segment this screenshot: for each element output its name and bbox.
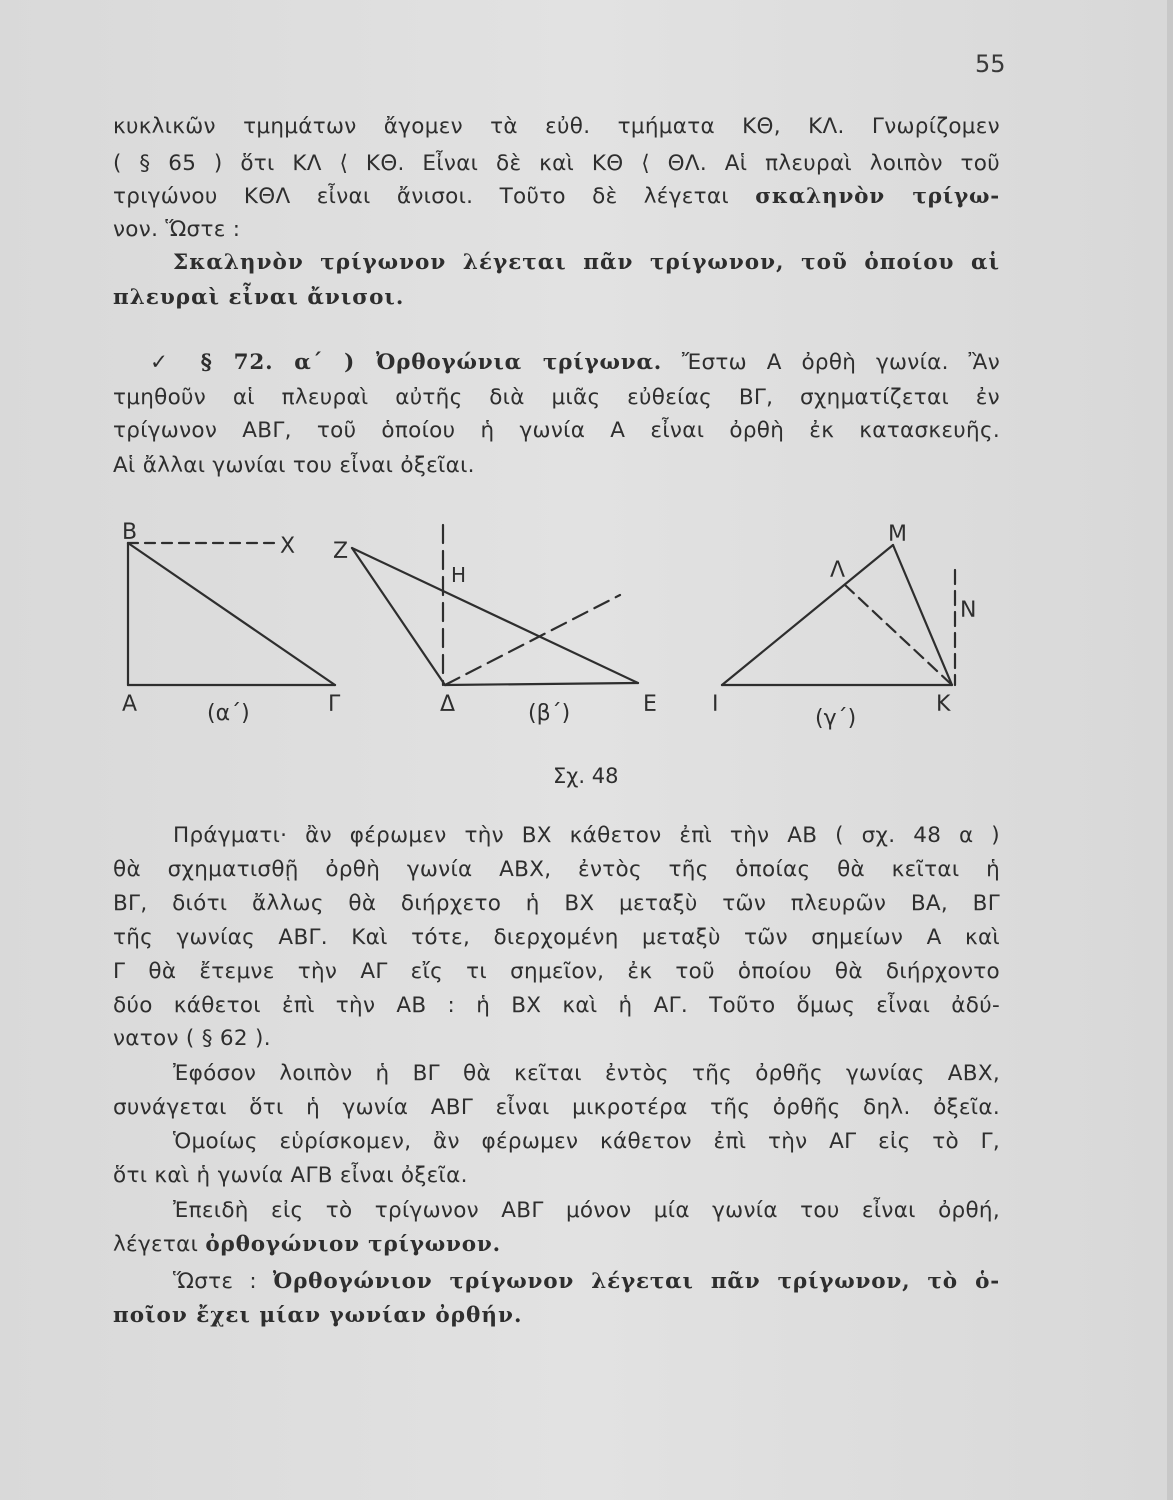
text-line (113, 1229, 1000, 1261)
text-line: θὰ σχηματισθῇ ὀρθὴ γωνία ΑΒΧ, ἐντὸς τῆς ὁποίας θὰ κεῖται ἡ (113, 857, 1000, 882)
definition-line: ποῖον ἔχει μίαν γωνίαν ὀρθήν. (113, 1303, 523, 1328)
section-heading: § 72. α΄ ) Ὀρθογώνια τρίγωνα. (200, 350, 663, 375)
text-line: Ἐπειδὴ εἰς τὸ τρίγωνον ΑΒΓ μόνον μία γωνία του εἶναι ὀρθή, (173, 1198, 1000, 1223)
label-B: Β (122, 520, 138, 545)
label-G: Γ (328, 692, 341, 717)
label-fig-b: (β΄) (528, 701, 571, 726)
label-fig-c: (γ΄) (815, 706, 857, 731)
term-right-triangle: ὀρθογώνιον τρίγωνον. (205, 1232, 501, 1257)
text-span: λέγεται (113, 1232, 199, 1257)
text-span: Ὥστε : (165, 217, 241, 242)
label-L: Λ (830, 558, 846, 583)
text-line: κυκλικῶν τμημάτων ἄγομεν τὰ εὐθ. τμήματα ΚΘ, ΚΛ. Γνωρίζομεν (113, 114, 1000, 139)
definition-line: πλευραὶ εἶναι ἄνισοι. (113, 285, 405, 310)
check-mark-icon: ✓ (150, 350, 181, 375)
triangle-b (352, 525, 638, 685)
definition-text: Ὀρθογώνιον τρίγωνον λέγεται πᾶν τρίγωνον, τὸ ὁ- (272, 1269, 1000, 1294)
definition-line: Σκαληνὸν τρίγωνον λέγεται πᾶν τρίγωνον, τοῦ ὁποίου αἱ (173, 250, 1000, 275)
text-span: Ὥστε : (173, 1269, 257, 1294)
text-line: συνάγεται ὅτι ἡ γωνία ΑΒΓ εἶναι μικροτέρα τῆς ὀρθῆς δηλ. ὀξεῖα. (113, 1095, 1000, 1120)
label-Z: Ζ (333, 539, 349, 564)
text-line: νατον ( § 62 ). (113, 1026, 271, 1051)
label-D: Δ (440, 692, 456, 717)
label-M: Μ (888, 522, 907, 547)
text-line: τῆς γωνίας ΑΒΓ. Καὶ τότε, διερχομένη μεταξὺ τῶν σημείων Α καὶ (113, 925, 1000, 950)
text-line (113, 214, 1000, 246)
definition-line (173, 1266, 1000, 1298)
text-line: τμηθοῦν αἱ πλευραὶ αὐτῆς διὰ μιᾶς εὐθείας ΒΓ, σχηματίζεται ἐν (113, 385, 1000, 410)
text-span: νον. (113, 217, 159, 242)
text-line: ΒΓ, διότι ἄλλως θὰ διήρχετο ἡ ΒΧ μεταξὺ τῶν πλευρῶν ΒΑ, ΒΓ (113, 891, 1000, 916)
text-span: τριγώνου ΚΘΛ εἶναι ἄνισοι. Τοῦτο δὲ λέγεται (113, 184, 729, 209)
label-E: Ε (643, 692, 657, 717)
label-N: Ν (960, 598, 977, 623)
text-line: τρίγωνον ΑΒΓ, τοῦ ὁποίου ἡ γωνία Α εἶναι ὀρθὴ ἐκ κατασκευῆς. (113, 418, 1000, 443)
text-line: Πράγματι· ἂν φέρωμεν τὴν ΒΧ κάθετον ἐπὶ τὴν ΑΒ ( σχ. 48 α ) (173, 823, 1000, 848)
label-A: Α (122, 692, 138, 717)
text-line: ὅτι καὶ ἡ γωνία ΑΓΒ εἶναι ὀξεῖα. (113, 1163, 468, 1188)
label-X: Χ (280, 534, 296, 559)
figure-caption: Σχ. 48 (553, 764, 619, 788)
text-line: Γ θὰ ἔτεμνε τὴν ΑΓ εἴς τι σημεῖον, ἐκ τοῦ ὁποίου θὰ διήρχοντο (113, 959, 1000, 984)
text-line: Ὁμοίως εὑρίσκομεν, ἂν φέρωμεν κάθετον ἐπὶ τὴν ΑΓ εἰς τὸ Γ, (173, 1129, 1000, 1154)
term-scalene: σκαληνὸν τρίγω- (755, 184, 1000, 209)
text-line: Ἐφόσον λοιπὸν ἡ ΒΓ θὰ κεῖται ἐντὸς τῆς ὀρθῆς γωνίας ΑΒΧ, (173, 1061, 1000, 1086)
text-line (113, 181, 1000, 213)
section-heading-line (150, 347, 1000, 379)
text-span: Ἔστω Α ὀρθὴ γωνία. Ἂν (681, 350, 1000, 375)
label-H: Η (451, 563, 467, 587)
text-line: δύο κάθετοι ἐπὶ τὴν ΑΒ : ἡ ΒΧ καὶ ἡ ΑΓ. Τοῦτο ὅμως εἶναι ἀδύ- (113, 993, 1000, 1018)
label-K: Κ (936, 692, 951, 717)
text-line: ( § 65 ) ὅτι ΚΛ ⟨ ΚΘ. Εἶναι δὲ καὶ ΚΘ ⟨ ΘΛ. Αἱ πλευραὶ λοιπὸν τοῦ (113, 151, 1000, 176)
figure-48 (110, 515, 1010, 755)
text-line: Αἱ ἄλλαι γωνίαι του εἶναι ὀξεῖαι. (113, 453, 475, 478)
page-number: 55 (975, 50, 1006, 78)
triangle-a (128, 543, 335, 685)
label-I: Ι (712, 692, 719, 717)
label-fig-a: (α΄) (207, 701, 250, 726)
